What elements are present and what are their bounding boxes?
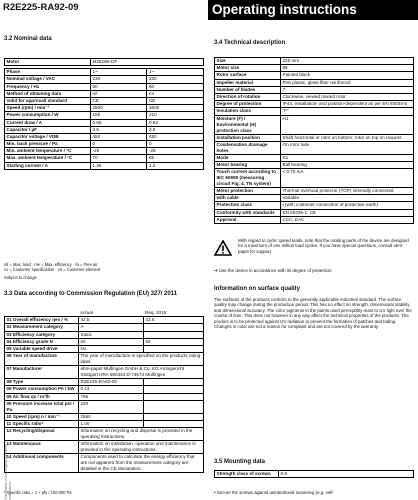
table-cell: 01 Overall efficiency ηes / % [5,317,79,324]
table-cell: 795 [79,393,144,400]
table-cell: 0.14 [79,386,144,393]
table-cell: Starting current / A [5,162,91,169]
table-row [215,65,414,72]
table-cell: Method of obtaining data [5,90,91,97]
table-cell: 2560 [79,413,144,420]
table-cell: Motor bearing [215,161,281,168]
table-cell: Information on recycling and disposal is provided in the operating instructions. [79,428,204,441]
table-cell: S1 [281,154,414,161]
table-cell: 09 Pressure increase total pst / Pa [5,400,79,413]
table-cell: Motor size [215,65,281,72]
table-row [215,93,414,100]
table-cell: ebm-papst Mulfingen GmbH & Co. KG Amtsgericht Stuttgart HRA 590344 D-74673 Mulfingen [79,366,204,379]
table-cell: 42.5 [144,317,204,324]
technical-data-table [214,57,414,224]
table-cell: IP44; installation- and position-dependent as per EN 60034-5 [281,101,414,108]
technical-section-title: 3.4 Technical description [214,40,286,46]
table-cell: A [79,324,144,331]
table-cell: CCC, EAC [281,216,414,223]
nominal-footnote: ml = Max. load · me = Max. efficiency · fa = Free air [4,262,98,267]
table-cell: 450 [147,133,204,140]
table-cell: CE [91,97,147,104]
table-row [215,169,414,188]
table-cell: Max. ambient temperature / °C [5,155,91,162]
table-row [5,59,204,66]
table-cell: 13 Maintenance [5,441,79,454]
table-row [5,310,204,317]
table-row [5,69,204,76]
table-cell: Number of blades [215,86,281,93]
table-cell: 62 [79,338,144,345]
mounting-section-title: 3.5 Mounting data [214,459,265,465]
table-cell: 1~ [91,69,147,76]
table-cell: 2500 [91,105,147,112]
table-cell [144,400,204,413]
table-cell: 220 [79,400,144,413]
nominal-footnote: Subject to change [4,275,37,280]
table-cell: Capacitor voltage / VDB [5,133,91,140]
table-cell: Touch current according to IEC 60990 (measuring circuit Fig. 4, TN system) [215,169,281,188]
table-cell: -25 [91,148,147,155]
table-cell: 0.68 [91,119,147,126]
table-cell: No [79,345,144,352]
table-cell: Mode [215,154,281,161]
table-row [215,471,414,478]
table-cell: 1.00 [79,420,144,427]
table-row [5,126,204,133]
table-cell: 1.25 [91,162,147,169]
table-row [215,72,414,79]
table-cell: Valid for approval/ standard [5,97,91,104]
table-cell: 230 [147,76,204,83]
table-row [5,366,204,379]
table-cell: Protection class [215,202,281,209]
table-cell: Capacitor / µF [5,126,91,133]
table-cell: Insulation class [215,108,281,115]
table-cell: Installation position [215,134,281,141]
table-cell: Information on installation, operation and maintenance is provided in the operating instructions. [79,441,204,454]
page-title: Operating instructions [208,0,418,20]
nominal-section-title: 3.2 Nominal data [4,36,52,42]
table-row [5,155,204,162]
table-cell: Conformity with standards [215,209,281,216]
table-row [215,141,414,154]
mounting-table [214,470,414,478]
table-cell: 08 Type [5,379,79,386]
warning-text: With regard to cyclic speed loads, note that the rotating parts of the device are designed for a maximum of one million load cycles. If you have special questions, consult ebm-papst for support. [238,238,409,254]
table-cell: 155 [91,112,147,119]
table-cell: Speed (rpm) / min⁻¹ [5,105,91,112]
table-cell: CE [147,97,204,104]
table-cell: M2E068-DF [91,59,204,66]
table-cell: 1~ [147,69,204,76]
table-cell: 09 Power consumption Pe / kW [5,386,79,393]
surface-section-title: Information on surface quality [214,286,301,292]
table-row [215,58,414,65]
table-cell: Min. ambient temperature / °C [5,148,91,155]
table-row [5,331,204,338]
table-cell [144,379,204,386]
table-cell: Ball bearing [281,161,414,168]
table-cell: Rotor surface [215,72,281,79]
table-cell: 14 Additional components [5,454,79,473]
table-cell: 02 Measurement category [5,324,79,331]
table-cell: 50 [91,83,147,90]
table-cell: Variable [281,195,414,202]
header [0,0,418,20]
bullet-text: Use the device in accordance with its degree of protection. [218,268,333,273]
table-row [5,83,204,90]
table-cell: Strength class of screws [215,471,279,478]
table-cell: 03 Efficiency category [5,331,79,338]
table-cell: 8.8 [279,471,414,478]
table-row [215,209,414,216]
table-row [215,79,414,86]
table-cell: 230 [91,76,147,83]
table-row [215,202,414,209]
table-row [5,105,204,112]
table-cell: On rotor side [281,141,414,154]
table-row [5,324,204,331]
table-cell: Painted black [281,72,414,79]
table-row [5,345,204,352]
table-row [215,108,414,115]
table-cell: I (with customer connection of protective earth) [281,202,414,209]
table-cell: Degree of protection [215,101,281,108]
table-cell: 11 Specific ratio* [5,420,79,427]
table-cell: 09 Air flow qv / m³/h [5,393,79,400]
table-row [215,101,414,108]
table-row [5,353,204,366]
bullet-text: Secure the screws against unintentional loosening (e.g. self- [216,490,334,495]
table-row [215,188,414,195]
table-row [5,112,204,119]
table-row [5,441,204,454]
table-row [215,216,414,223]
table-cell: Thermal overload protector (TOP) internally connected [281,188,414,195]
table-cell: 60 [147,83,204,90]
table-cell: Condensation drainage holes [215,141,281,154]
table-row [5,400,204,413]
table-cell: 07 Manufacturer [5,366,79,379]
table-row [5,119,204,126]
table-row [215,154,414,161]
table-cell: Moisture (F) / Environmental (H) protection class [215,115,281,134]
table-row [215,134,414,141]
table-cell: with cable [215,195,281,202]
table-row [5,386,204,393]
table-cell: 0 [91,141,147,148]
side-note: Translation of the original operating instructions [4,443,12,500]
table-cell [144,393,204,400]
table-cell: Size [215,58,281,65]
table-cell: 42.5 [79,317,144,324]
table-row [5,413,204,420]
table-row [215,161,414,168]
table-row [5,97,204,104]
table-cell: -25 [147,148,204,155]
table-cell: 3.5 [147,126,204,133]
table-cell: PA6 plastic, glass-fiber reinforced [281,79,414,86]
table-cell: Direction of rotation [215,93,281,100]
table-cell: Static [79,331,144,338]
table-header: Req. 2015 [145,310,167,315]
table-cell: 62 [144,338,204,345]
table-cell [144,420,204,427]
table-cell: < 0.75 mA [281,169,414,188]
commission-section-title: 3.3 Data according to Commission Regulation (EU) 327/ 2011 [4,291,178,297]
table-cell: Clockwise, viewed toward rotor [281,93,414,100]
table-cell: ml [147,90,204,97]
table-cell: Phase [5,69,91,76]
table-cell: 05 Variable speed drive [5,345,79,352]
table-cell: Approval [215,216,281,223]
table-cell: 3.5 [91,126,147,133]
table-cell: 1.2 [147,162,204,169]
table-cell: Motor protection [215,188,281,195]
table-row [5,141,204,148]
table-cell: 450 [91,133,147,140]
table-row [5,90,204,97]
table-cell: Impeller material [215,79,281,86]
warning-icon [214,240,232,256]
table-row [215,86,414,93]
table-cell: Frequency / Hz [5,83,91,90]
table-cell: 70 [91,155,147,162]
table-cell: Shaft horizontal or rotor on bottom; rotor on top on request [281,134,414,141]
table-row [5,428,204,441]
table-cell: 65 [147,155,204,162]
table-cell: Current draw / A [5,119,91,126]
table-cell: R2E225-RA92-09 [79,379,144,386]
table-cell: 2600 [147,105,204,112]
nominal-footnote: cs = Customer specification · ce = Customer element [4,267,101,272]
table-cell: 04 Efficiency grade N [5,338,79,345]
table-cell [144,386,204,393]
table-row [5,317,204,324]
table-cell: "F" [281,108,414,115]
table-row [5,393,204,400]
table-cell [144,345,204,352]
nominal-data-table [4,58,204,170]
table-row [215,115,414,134]
commission-footnote: * Specific ratio = 1 + pfs / 100 000 Pa [4,490,72,495]
table-cell: 210 [147,112,204,119]
table-cell: 10 Speed (rpm) n / min⁻¹ [5,413,79,420]
table-cell: Nominal voltage / VAC [5,76,91,83]
table-cell: EN 60335-1; CE [281,209,414,216]
table-row [5,420,204,427]
table-cell: 06 Year of manufacture [5,353,79,366]
table-row [5,76,204,83]
table-row [215,195,414,202]
table-cell: Min. back pressure / Pa [5,141,91,148]
table-row [5,338,204,345]
table-cell: 225 mm [281,58,414,65]
table-cell: ml [91,90,147,97]
table-cell: Motor [5,59,91,66]
table-row [5,379,204,386]
commission-data-table [4,310,204,473]
table-row [5,148,204,155]
table-cell: 0 [147,141,204,148]
table-row [5,162,204,169]
table-cell: The year of manufacture is specified on the products rating label. [79,353,204,366]
table-cell: 0.92 [147,119,204,126]
product-code: R2E225-RA92-09 [3,2,79,13]
table-cell: 7 [281,86,414,93]
table-cell: Components used to calculate the energy efficiency that are not apparent from the measurement category are detailed in the CE declaration. [79,454,204,473]
table-row [5,454,204,473]
surface-text: The surfaces of the products conform to the generally applicable industrial standard. The surface quality may change during the production period. This has no effect on strength, dimensional stability and dimensional accuracy. The color pigments in the paints used perceptibly react to UV light over the course of time. This does not however in any way affect the technical properties of the products. The product is to be protected against UV radiation to prevent the formation of patches and fading. Changes in color are not a reason for complaint and are not covered by the warranty. [214,297,412,330]
table-row [5,133,204,140]
table-cell: 68 [281,65,414,72]
table-cell [144,413,204,420]
table-cell: Power consumption / W [5,112,91,119]
table-cell [144,331,204,338]
table-cell: 12 Recycling/disposal [5,428,79,441]
table-header: Actual [80,310,93,315]
table-cell: H1 [281,115,414,134]
table-cell [144,324,204,331]
